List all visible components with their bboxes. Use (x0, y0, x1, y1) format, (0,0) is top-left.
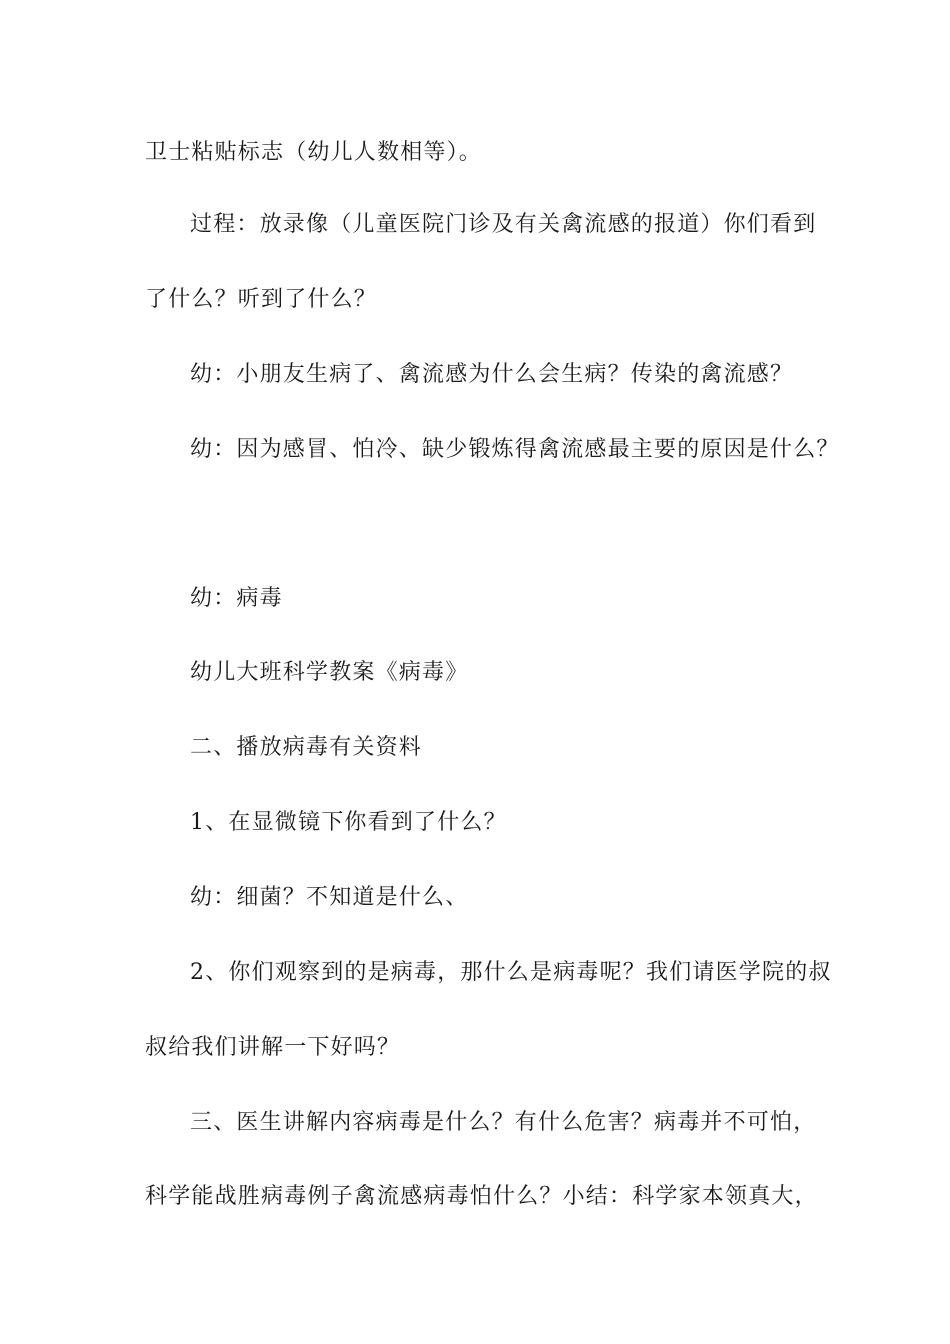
text-line-2: 过程：放录像（儿童医院门诊及有关禽流感的报道）你们看到 (190, 212, 817, 237)
text-line-12: 叔给我们讲解一下好吗？ (145, 1035, 401, 1060)
text-line-11: 2、你们观察到的是病毒，那什么是病毒呢？我们请医学院的叔 (190, 960, 832, 985)
text-line-3: 了什么？听到了什么？ (145, 287, 378, 312)
text-line-10: 幼：细菌？不知道是什么、 (190, 885, 469, 910)
text-line-9: 1、在显微镜下你看到了什么？ (190, 810, 507, 835)
text-line-4: 幼：小朋友生病了、禽流感为什么会生病？传染的禽流感？ (190, 362, 794, 387)
text-line-6: 幼：病毒 (190, 586, 283, 611)
text-line-8: 二、播放病毒有关资料 (190, 735, 423, 760)
text-line-1: 卫士粘贴标志（幼儿人数相等）。 (145, 140, 483, 165)
text-line-7: 幼儿大班科学教案《病毒》 (190, 660, 469, 685)
text-line-14: 科学能战胜病毒例子禽流感病毒怕什么？小结：科学家本领真大， (145, 1184, 818, 1209)
text-line-13: 三、医生讲解内容病毒是什么？有什么危害？病毒并不可怕， (190, 1110, 817, 1135)
text-line-5: 幼：因为感冒、怕冷、缺少锻炼得禽流感最主要的原因是什么？ (190, 437, 840, 462)
